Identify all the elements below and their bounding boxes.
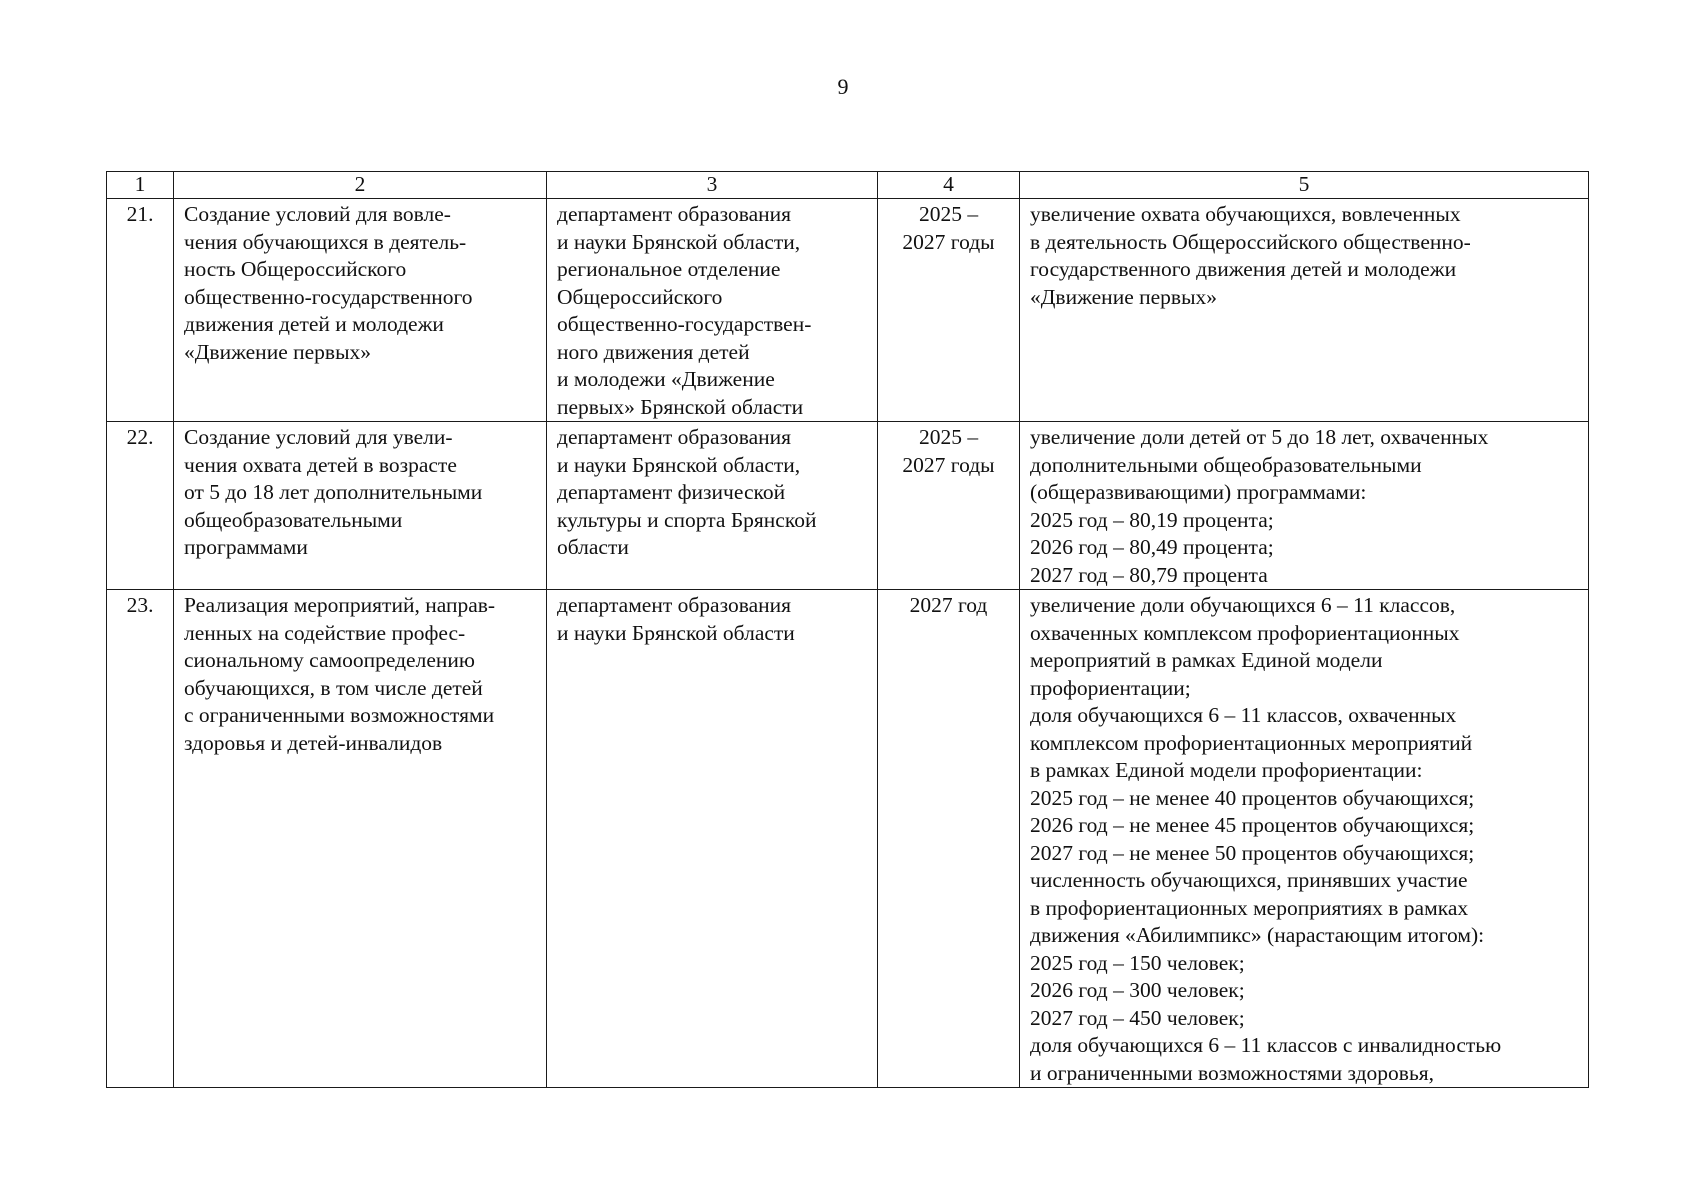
- result-cell: [1020, 199, 1589, 422]
- activity-line: Создание условий для увели-: [184, 425, 453, 449]
- row-number: 21.: [107, 199, 174, 422]
- executor-line: области: [557, 535, 629, 559]
- result-line: мероприятий в рамках Единой модели: [1030, 648, 1383, 672]
- page-number: 9: [837, 74, 849, 99]
- row-number: 22.: [107, 422, 174, 590]
- executor-line: департамент образования: [557, 202, 792, 226]
- activity-cell: [174, 590, 547, 1088]
- period-cell: [878, 590, 1020, 1088]
- result-line: увеличение доли обучающихся 6 – 11 классов,: [1030, 593, 1456, 617]
- result-line: охваченных комплексом профориентационных: [1030, 620, 1460, 645]
- result-line: 2026 год – 300 человек;: [1030, 978, 1245, 1002]
- result-cell: [1020, 422, 1589, 590]
- activity-line: чения обучающихся в деятель-: [184, 229, 467, 254]
- executor-cell: [547, 199, 878, 422]
- executor-line: и науки Брянской области,: [557, 452, 801, 477]
- executor-cell: [547, 590, 878, 1088]
- result-line: дополнительными общеобразовательными: [1030, 452, 1422, 477]
- result-line: 2027 год – 80,79 процента: [1030, 562, 1268, 587]
- activity-line: сиональному самоопределению: [184, 648, 475, 672]
- period-line: 2025 –: [918, 202, 979, 226]
- result-line: 2026 год – не менее 45 процентов обучающихся;: [1030, 813, 1475, 837]
- executor-line: и науки Брянской области: [557, 620, 795, 645]
- result-line: 2026 год – 80,49 процента;: [1030, 535, 1274, 559]
- table-header-row: [107, 172, 1589, 199]
- table-row: [107, 422, 1589, 590]
- table-row: [107, 590, 1589, 1088]
- result-line: увеличение доли детей от 5 до 18 лет, охваченных: [1030, 425, 1489, 449]
- activity-line: движения детей и молодежи: [184, 312, 444, 336]
- result-line: 2025 год – 80,19 процента;: [1030, 507, 1274, 532]
- period-line: 2025 –: [918, 425, 979, 449]
- result-line: 2025 год – 150 человек;: [1030, 950, 1245, 975]
- activity-line: общественно-государственного: [184, 284, 473, 309]
- executor-line: департамент физической: [557, 480, 786, 504]
- executor-line: и науки Брянской области,: [557, 229, 801, 254]
- period-line: 2027 год: [909, 593, 988, 617]
- result-line: государственного движения детей и молодежи: [1030, 257, 1457, 281]
- result-line: движения «Абилимпикс» (нарастающим итогом):: [1030, 923, 1485, 947]
- result-line: в профориентационных мероприятиях в рамках: [1030, 895, 1469, 920]
- activity-line: ленных на содействие профес-: [184, 620, 466, 645]
- executor-line: департамент образования: [557, 593, 792, 617]
- column-header-result: 5: [1020, 172, 1589, 199]
- activity-cell: [174, 422, 547, 590]
- activity-line: чения охвата детей в возрасте: [184, 452, 457, 477]
- result-line: (общеразвивающими) программами:: [1030, 480, 1367, 504]
- activity-line: от 5 до 18 лет дополнительными: [184, 480, 483, 504]
- result-line: доля обучающихся 6 – 11 классов, охваченных: [1030, 703, 1457, 727]
- result-line: 2025 год – не менее 40 процентов обучающихся;: [1030, 785, 1475, 810]
- period-cell: [878, 199, 1020, 422]
- activity-line: «Движение первых»: [184, 339, 372, 364]
- activity-line: с ограниченными возможностями: [184, 703, 495, 727]
- result-line: 2027 год – не менее 50 процентов обучающихся;: [1030, 840, 1475, 865]
- executor-line: департамент образования: [557, 425, 792, 449]
- activity-line: здоровья и детей-инвалидов: [184, 730, 443, 755]
- column-header-number: 1: [107, 172, 174, 199]
- executor-line: культуры и спорта Брянской: [557, 507, 817, 532]
- result-line: 2027 год – 450 человек;: [1030, 1005, 1245, 1030]
- activity-line: ность Общероссийского: [184, 257, 407, 281]
- result-line: и ограниченными возможностями здоровья,: [1030, 1060, 1435, 1085]
- activity-line: Реализация мероприятий, направ-: [184, 593, 496, 617]
- result-line: доля обучающихся 6 – 11 классов с инвалидностью: [1030, 1033, 1502, 1057]
- activity-cell: [174, 199, 547, 422]
- period-cell: [878, 422, 1020, 590]
- activity-line: общеобразовательными: [184, 507, 403, 532]
- executor-line: общественно-государствен-: [557, 312, 812, 336]
- result-line: численность обучающихся, принявших участие: [1030, 868, 1468, 892]
- column-header-activity: 2: [174, 172, 547, 199]
- result-cell: [1020, 590, 1589, 1088]
- result-line: «Движение первых»: [1030, 284, 1218, 309]
- executor-line: региональное отделение: [557, 257, 781, 281]
- executor-line: ного движения детей: [557, 339, 750, 364]
- table-row: [107, 199, 1589, 422]
- period-line: 2027 годы: [902, 452, 995, 477]
- activity-line: Создание условий для вовле-: [184, 202, 451, 226]
- row-number: 23.: [107, 590, 174, 1088]
- result-line: профориентации;: [1030, 675, 1191, 700]
- column-header-executor: 3: [547, 172, 878, 199]
- executor-line: и молодежи «Движение: [557, 367, 775, 391]
- executor-cell: [547, 422, 878, 590]
- result-line: в деятельность Общероссийского общественно-: [1030, 229, 1471, 254]
- column-header-period: 4: [878, 172, 1020, 199]
- result-line: комплексом профориентационных мероприятий: [1030, 730, 1473, 755]
- executor-line: Общероссийского: [557, 284, 723, 309]
- activity-line: программами: [184, 535, 308, 559]
- executor-line: первых» Брянской области: [557, 394, 804, 419]
- activity-line: обучающихся, в том числе детей: [184, 675, 483, 700]
- measures-table: [106, 171, 1589, 1088]
- result-line: увеличение охвата обучающихся, вовлеченных: [1030, 202, 1461, 226]
- period-line: 2027 годы: [902, 229, 995, 254]
- result-line: в рамках Единой модели профориентации:: [1030, 758, 1423, 782]
